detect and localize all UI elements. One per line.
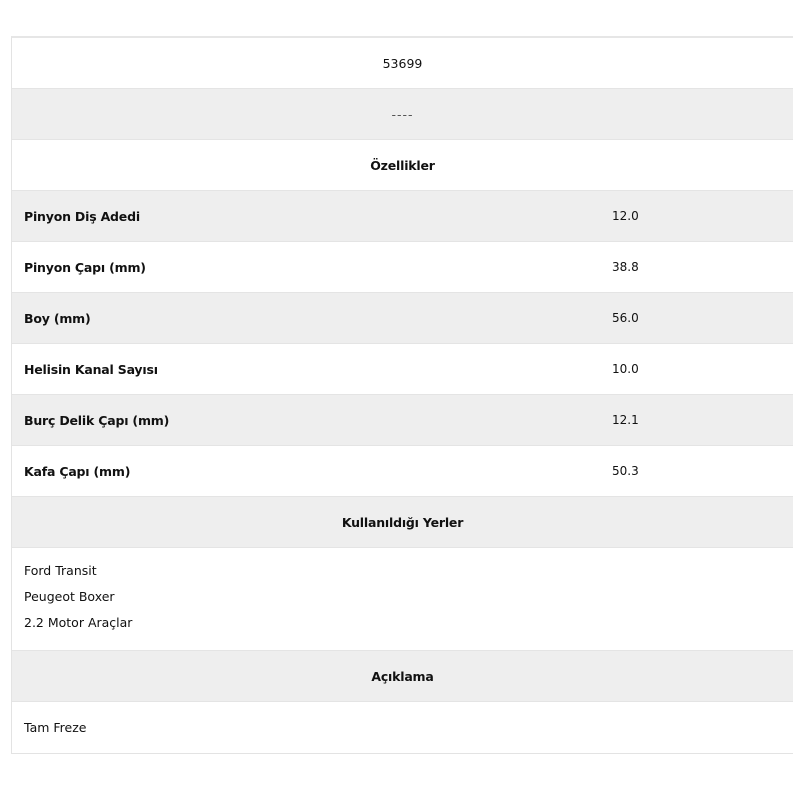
spec-row bbox=[12, 191, 793, 242]
spec-value: 10.0 bbox=[612, 362, 639, 376]
usage-item: Ford Transit bbox=[24, 563, 97, 578]
usage-item: 2.2 Motor Araçlar bbox=[24, 615, 133, 630]
description-row bbox=[12, 702, 793, 753]
product-spec-table bbox=[11, 36, 793, 754]
spec-label: Pinyon Çapı (mm) bbox=[24, 259, 146, 275]
features-heading-row bbox=[12, 140, 793, 191]
spec-row bbox=[12, 395, 793, 446]
usage-list bbox=[12, 548, 793, 651]
features-heading: Özellikler bbox=[370, 157, 435, 173]
usage-item: Peugeot Boxer bbox=[24, 589, 115, 604]
product-code-row bbox=[12, 38, 793, 89]
spec-label: Burç Delik Çapı (mm) bbox=[24, 412, 170, 428]
spec-label: Helisin Kanal Sayısı bbox=[24, 361, 158, 377]
description-heading: Açıklama bbox=[371, 668, 434, 684]
spec-label: Boy (mm) bbox=[24, 310, 91, 326]
spec-value: 12.0 bbox=[612, 209, 639, 223]
product-code: 53699 bbox=[382, 55, 423, 71]
placeholder-dashes: ---- bbox=[391, 106, 414, 122]
spec-row bbox=[12, 344, 793, 395]
placeholder-row bbox=[12, 89, 793, 140]
spec-row bbox=[12, 446, 793, 497]
spec-label: Kafa Çapı (mm) bbox=[24, 463, 131, 479]
usage-heading-row bbox=[12, 497, 793, 548]
spec-row bbox=[12, 293, 793, 344]
spec-value: 50.3 bbox=[612, 464, 639, 478]
spec-row bbox=[12, 242, 793, 293]
description-text: Tam Freze bbox=[24, 720, 87, 735]
spec-value: 12.1 bbox=[612, 413, 639, 427]
description-heading-row bbox=[12, 651, 793, 702]
spec-label: Pinyon Diş Adedi bbox=[24, 208, 140, 224]
spec-value: 38.8 bbox=[612, 260, 639, 274]
usage-heading: Kullanıldığı Yerler bbox=[341, 514, 464, 530]
spec-value: 56.0 bbox=[612, 311, 639, 325]
